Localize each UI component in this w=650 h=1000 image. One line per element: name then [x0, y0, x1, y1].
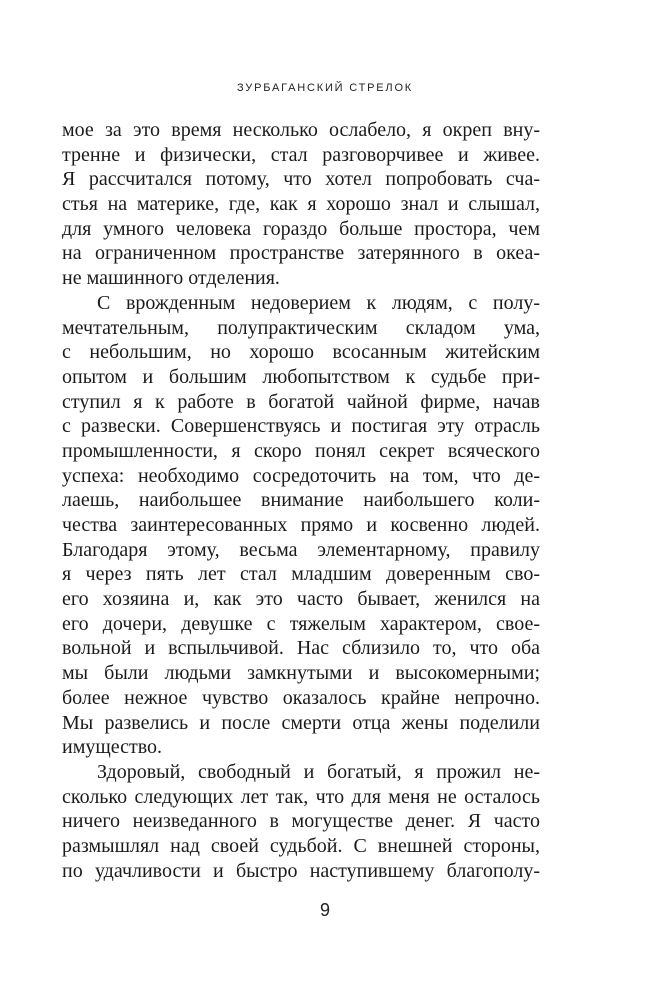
text-line: Благодаря этому, весьма элементарному, правилу — [62, 538, 540, 561]
text-line: Я рассчитался потому, что хотел попробовать сча- — [62, 168, 540, 191]
text-line: на ограниченном пространстве затерянного в океа- — [62, 242, 540, 265]
text-line: я через пять лет стал младшим доверенным сво- — [62, 563, 540, 586]
text-line: мечтательным, полупрактическим складом ума, — [62, 316, 540, 339]
text-line: тренне и физически, стал разговорчивее и живее. — [62, 143, 540, 166]
text-line: вольной и вспыльчивой. Нас сблизило то, что оба — [62, 637, 540, 660]
text-line: С врожденным недоверием к людям, с полу- — [97, 291, 540, 314]
text-line: Здоровый, свободный и богатый, я прожил не- — [97, 760, 540, 783]
running-title: ЗУРБАГАНСКИЙ СТРЕЛОК — [236, 82, 414, 94]
text-line: не машинного отделения. — [62, 267, 280, 290]
text-line: мое за это время несколько ослабело, я окреп вну- — [62, 119, 540, 141]
text-line: с развески. Совершенствуясь и постигая эту отрасль — [62, 415, 540, 438]
text-line: сколько следующих лет так, что для меня не осталось — [62, 785, 540, 808]
text-line: с небольшим, но хорошо всосанным житейским — [62, 341, 540, 364]
text-line: Мы развелись и после смерти отца жены поделили — [62, 711, 540, 734]
text-line: ничего неизведанного в могуществе денег. Я часто — [62, 810, 540, 833]
text-line: по удачливости и быстро наступившему благополу- — [62, 859, 540, 882]
text-line: его хозяина и, как это часто бывает, женился на — [62, 588, 540, 611]
text-line: его дочери, девушке с тяжелым характером, свое- — [62, 612, 540, 635]
text-line: стья на материке, где, как я хорошо знал и слышал, — [62, 193, 540, 216]
text-line: чества заинтересованных прямо и косвенно людей. — [62, 514, 540, 536]
text-line: промышленности, я скоро понял секрет всяческого — [62, 439, 540, 462]
paragraph — [62, 760, 540, 883]
text-line: более нежное чувство оказалось крайне непрочно. — [62, 686, 540, 709]
paragraph — [62, 291, 540, 760]
body-text — [62, 118, 540, 883]
text-line: для умного человека гораздо больше простора, чем — [62, 217, 540, 240]
text-line: успеха: необходимо сосредоточить на том, что де- — [62, 464, 540, 487]
text-line: ступил я к работе в богатой чайной фирме, начав — [62, 390, 540, 413]
page-number: 9 — [319, 900, 330, 920]
text-line: размышлял над своей судьбой. С внешней стороны, — [62, 834, 540, 857]
text-line: опытом и большим любопытством к судьбе при- — [62, 365, 540, 388]
paragraph — [62, 118, 540, 291]
text-line: имущество. — [62, 736, 163, 759]
text-line: лаешь, наибольшее внимание наибольшего коли- — [62, 489, 540, 512]
text-line: мы были людьми замкнутыми и высокомерными; — [62, 662, 540, 685]
